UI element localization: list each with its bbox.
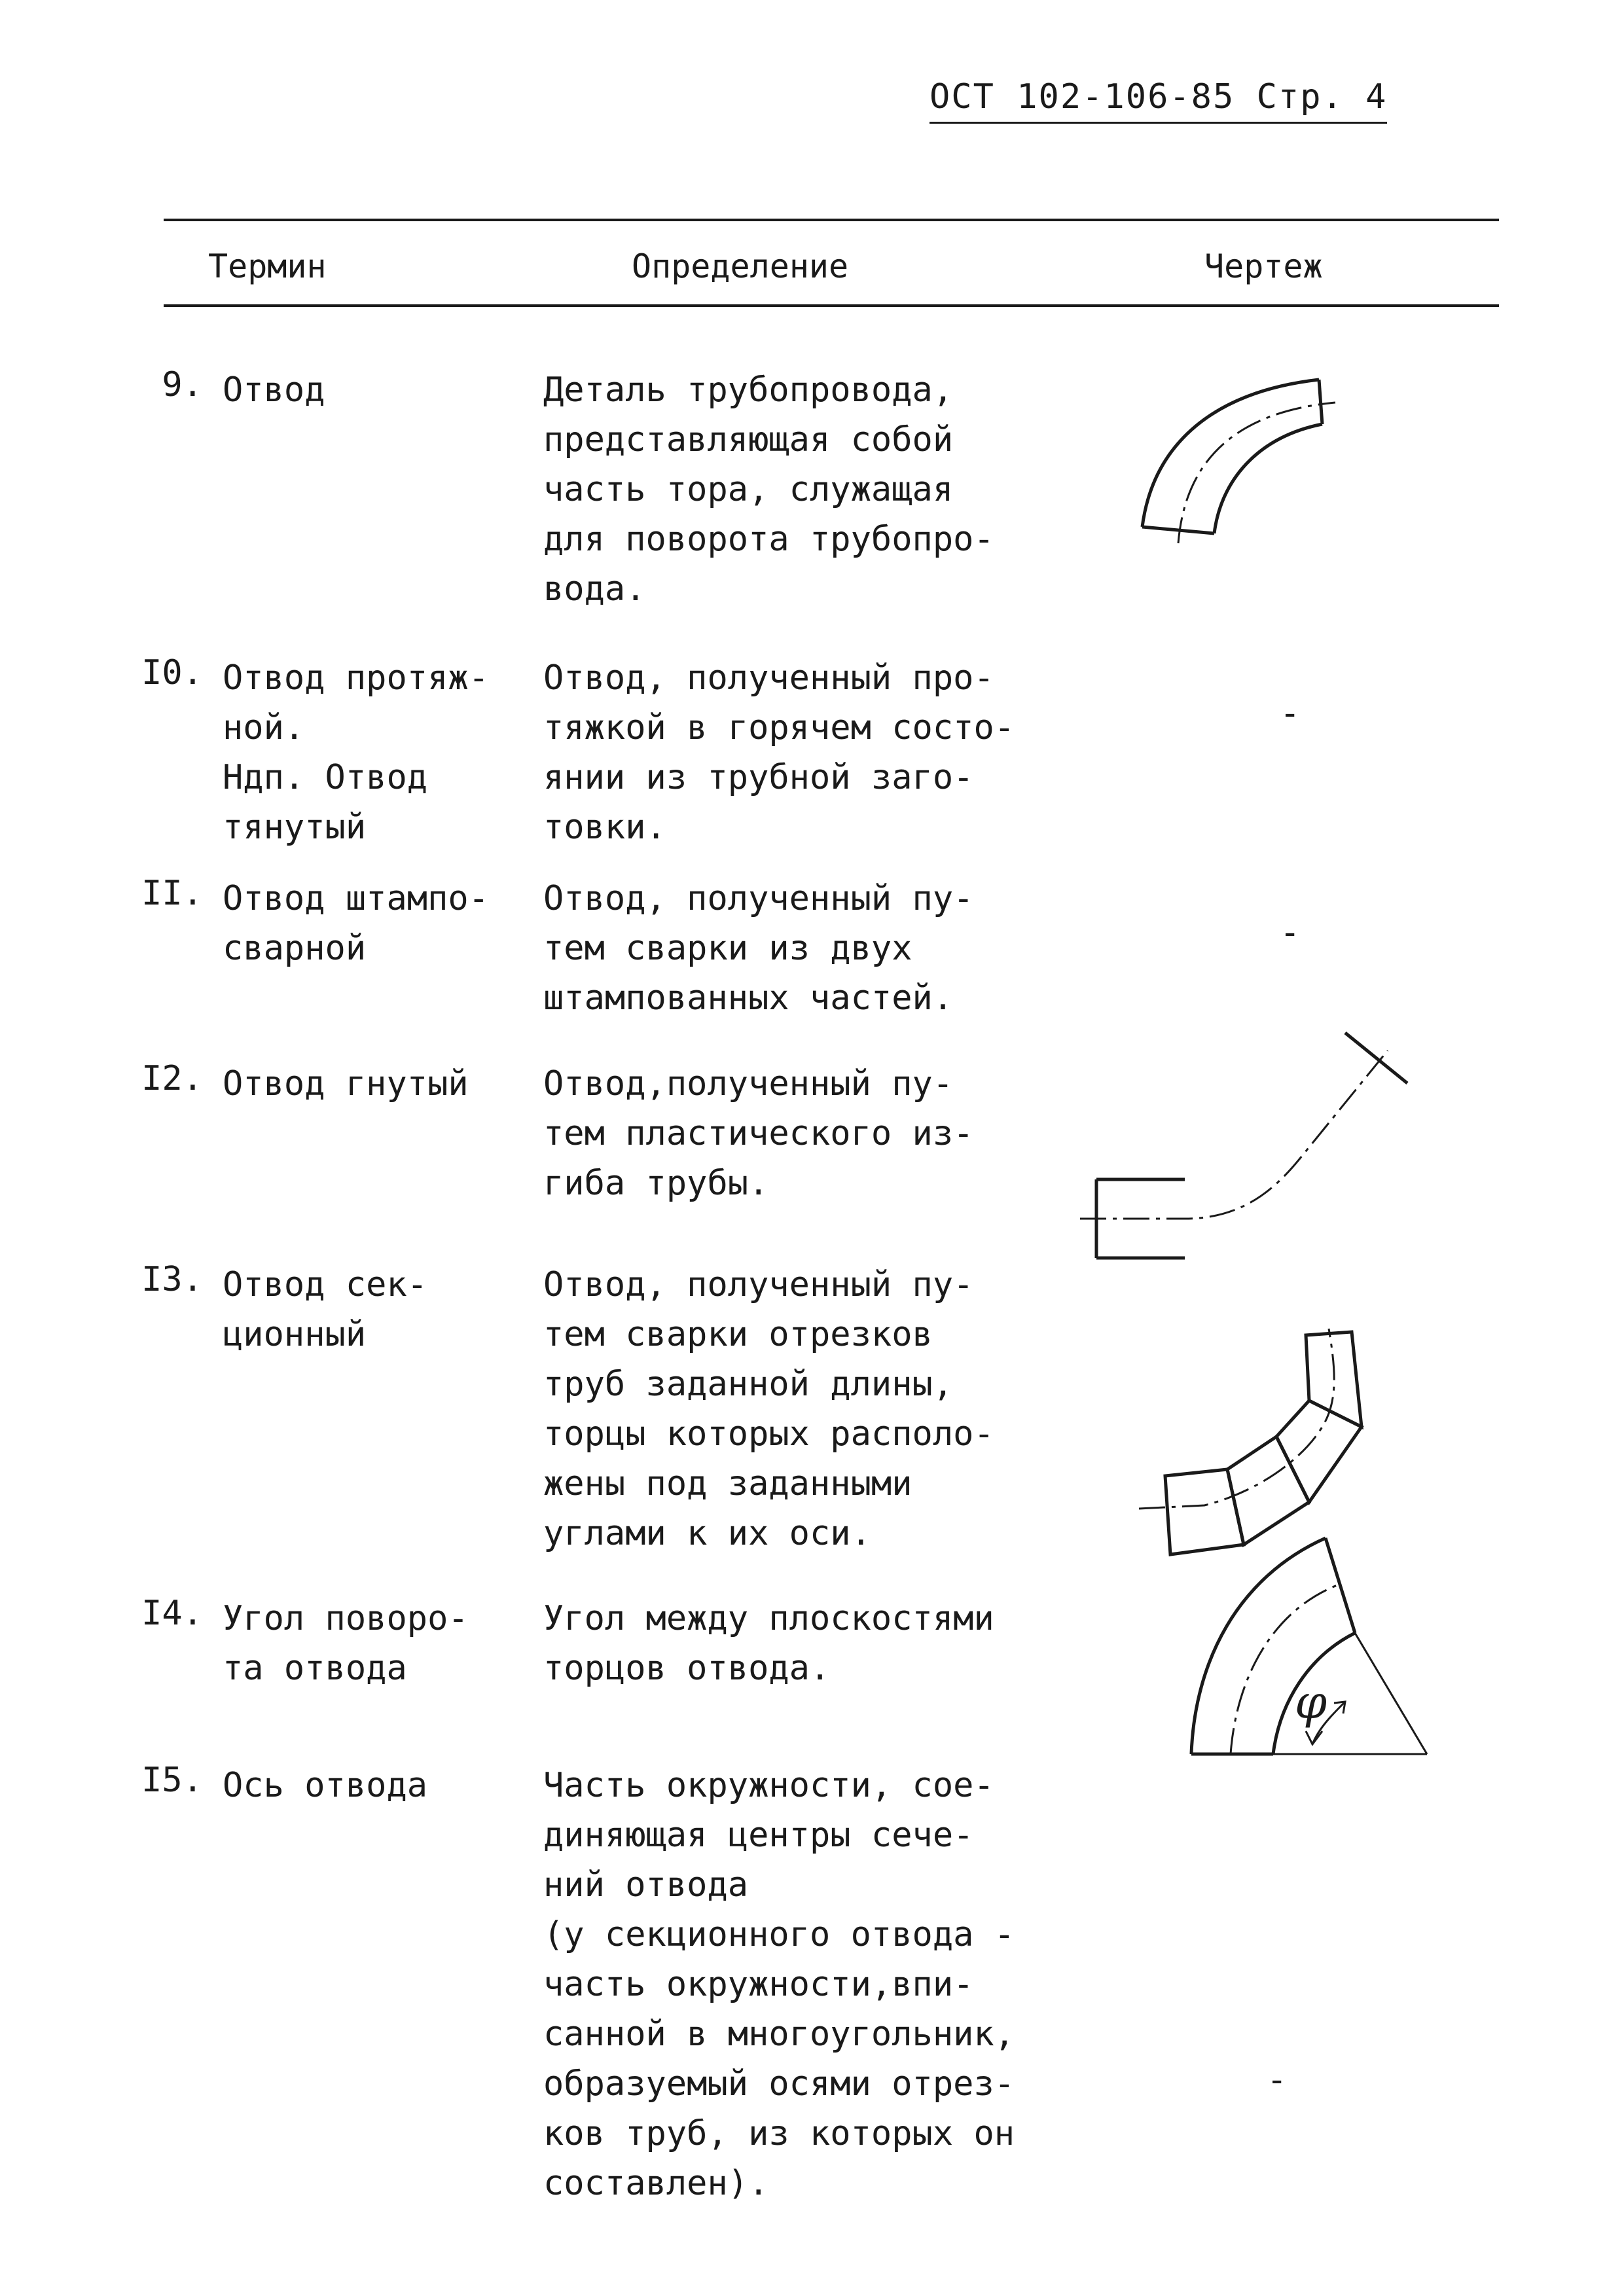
sectional-elbow-drawing: [1113, 1329, 1375, 1564]
term: Отвод штампо- сварной: [223, 879, 489, 968]
row-number: I4.: [141, 1594, 203, 1633]
row-number: I2.: [141, 1059, 203, 1098]
row-number: I3.: [141, 1260, 203, 1299]
table-top-rule: [164, 219, 1499, 221]
angle-drawing: [1185, 1532, 1434, 1767]
document-reference: ОСТ 102-106-85 Стр. 4: [929, 77, 1387, 124]
term: Отвод: [223, 370, 325, 410]
term: Отвод сек- ционный: [223, 1265, 428, 1354]
bent-elbow-drawing: [1080, 1028, 1420, 1276]
term: Угол поворо- та отвода: [223, 1599, 469, 1688]
term: Ось отвода: [223, 1766, 428, 1805]
column-header-term: Термин: [208, 247, 327, 285]
row-number: I0.: [141, 653, 203, 692]
drawing-dash: -: [1280, 913, 1301, 952]
definition: Угол между плоскостями торцов отвода.: [543, 1599, 994, 1688]
definition: Часть окружности, сое- диняющая центры сече- ний отвода (у секционного отвода - часть окружности,впи- санной в многоугольник, образуемый осями отрез- ков труб, из которых он составлен).: [543, 1766, 1015, 2203]
definition: Отвод, полученный пу- тем сварки отрезков труб заданной длины, торцы которых располо- жены под заданными углами к их оси.: [543, 1265, 994, 1553]
column-header-definition: Определение: [632, 247, 849, 285]
drawing-dash: -: [1280, 694, 1301, 733]
elbow-drawing: [1139, 367, 1362, 556]
row-number: 9.: [162, 365, 203, 404]
definition: Отвод, полученный пу- тем сварки из двух штампованных частей.: [543, 879, 974, 1018]
column-header-drawing: Чертеж: [1204, 247, 1323, 285]
angle-label: φ: [1295, 1676, 1327, 1729]
definition: Отвод, полученный про- тяжкой в горячем состо- янии из трубной заго- товки.: [543, 658, 1015, 847]
definition: Отвод,полученный пу- тем пластического из- гиба трубы.: [543, 1064, 974, 1203]
term: Отвод протяж- ной. Ндп. Отвод тянутый: [223, 658, 489, 847]
term: Отвод гнутый: [223, 1064, 469, 1103]
row-number: II.: [141, 874, 203, 913]
definition: Деталь трубопровода, представляющая собой часть тора, служащая для поворота трубопро- вода.: [543, 370, 994, 609]
row-number: I5.: [141, 1761, 203, 1800]
table-header-rule: [164, 304, 1499, 307]
drawing-dash: -: [1267, 2060, 1288, 2100]
